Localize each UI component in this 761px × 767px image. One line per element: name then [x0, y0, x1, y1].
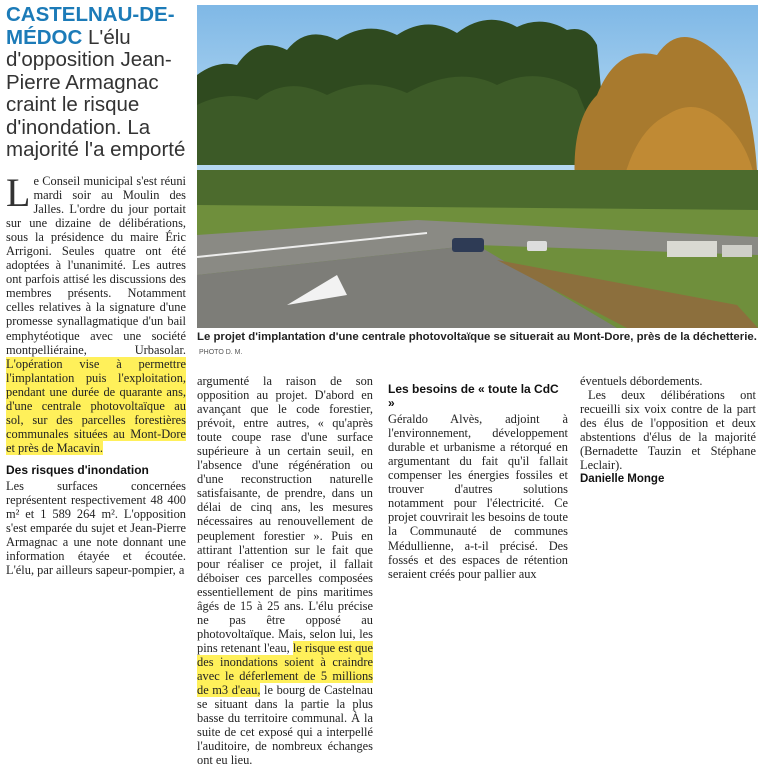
headline-text: L'élu d'opposition Jean-Pierre Armagnac craint le risque d'inondation. La majorité l'a emporté: [6, 25, 186, 161]
article-column-4: [580, 374, 756, 486]
headline: [6, 4, 192, 162]
paragraph-text: Les surfaces concernées représentent respectivement 48 400 m² et 1 589 264 m². L'opposition s'est emparée du sujet et Jean-Pierre Armagnac a une note donnant une information étayée et écoutée. L'élu, par ailleurs sapeur-pompier, a: [6, 478, 186, 578]
paragraph-text: éventuels débordements.: [580, 374, 703, 388]
highlighted-text: L'opération vise à permettre l'implantation puis l'exploitation, pendant une durée de quarante ans, d'une centrale photovoltaïque au sol, sur des parcelles forestières communales situées au Mont-Dore et près de Macavin.: [6, 356, 186, 455]
article-paragraph: [580, 388, 756, 472]
author-signature: Danielle Monge: [580, 473, 665, 486]
paragraph-text: Géraldo Alvès, adjoint à l'environnement, développement durable et urbanisme a rétorqué en argumentant du fait qu'il fallait compenser les énergies fossiles et trouver d'autres solutions notamment pour l'électricité. Ce projet couvrirait les besoins de toute la Communauté de communes Médullienne, a-t-il précisé. Des fossés et des espaces de rétention seraient créés pour pallier aux: [388, 412, 568, 581]
article-column-2: [197, 374, 373, 767]
caption-text: Le projet d'implantation d'une centrale photovoltaïque se situerait au Mont-Dore, près de la déchetterie.: [197, 331, 757, 343]
paragraph-text: le bourg de Castelnau se situant dans la partie la plus basse du territoire communal. À la suite de cet exposé qui a interpellé l'auditoire, de nombreux échanges ont eu lieu.: [197, 683, 373, 767]
highlighted-text: le risque est que des inondations soient à craindre avec le déferlement de 5 millions de m3 d'eau,: [197, 640, 373, 698]
article-column-1: [6, 170, 186, 578]
subheading-flood-risks: Des risques d'inondation: [6, 462, 149, 477]
article-paragraph: [6, 170, 186, 455]
article-paragraph: [197, 374, 373, 767]
article-column-3: [388, 374, 568, 581]
article-photo: [197, 5, 758, 328]
headline-place: CASTELNAU-DE-MÉDOC: [6, 3, 175, 49]
dropcap: L: [6, 170, 31, 215]
article-paragraph: [388, 412, 568, 581]
article-paragraph: [6, 479, 186, 577]
photo-scene: [197, 5, 758, 328]
paragraph-text: argumenté la raison de son opposition au projet. D'abord en avançant que le code forestier, prévoit, entre autres, « qu'après toute coupe rase d'une surface supérieure à un certain seuil, en l'absence d'une régénération ou d'une reconstruction naturelle satisfaisante, de prendre, dans un délai de cinq ans, les mesures nécessaires au renouvellement de peuplement forestier ». Puis en attirant l'attention sur le fait que pour réaliser ce projet, il fallait déboiser ces parcelles composées essentiellement de pins maritimes âgés de 15 à 25 ans. L'élu précise ne pas être opposé au photovoltaïque. Mais, selon lui, les pins retenant l'eau,: [197, 374, 373, 655]
article-paragraph: [580, 374, 756, 388]
paragraph-text: e Conseil municipal s'est réuni mardi soir au Moulin des Jalles. L'ordre du jour portait sur une dizaine de délibérations, sous la présidence du maire Éric Arrigoni. Seules quatre ont été adoptées à l'unanimité. Les autres ont parfois attisé les discussions des membres présents. Notamment celles relatives à la signature d'une promesse synallagmatique d'un bail emphytéotique avec une société montpelliéraine, Urbasolar.: [6, 174, 186, 357]
photo-caption: [197, 330, 758, 360]
photo-credit: PHOTO D. M.: [199, 349, 243, 356]
paragraph-text: Les deux délibérations ont recueilli six voix contre de la part des élus de l'opposition et deux abstentions d'élus de la majorité (Bernadette Tauzin et Stéphane Leclair).: [580, 388, 756, 473]
subheading-cdc-needs: Les besoins de « toute la CdC »: [388, 382, 559, 411]
